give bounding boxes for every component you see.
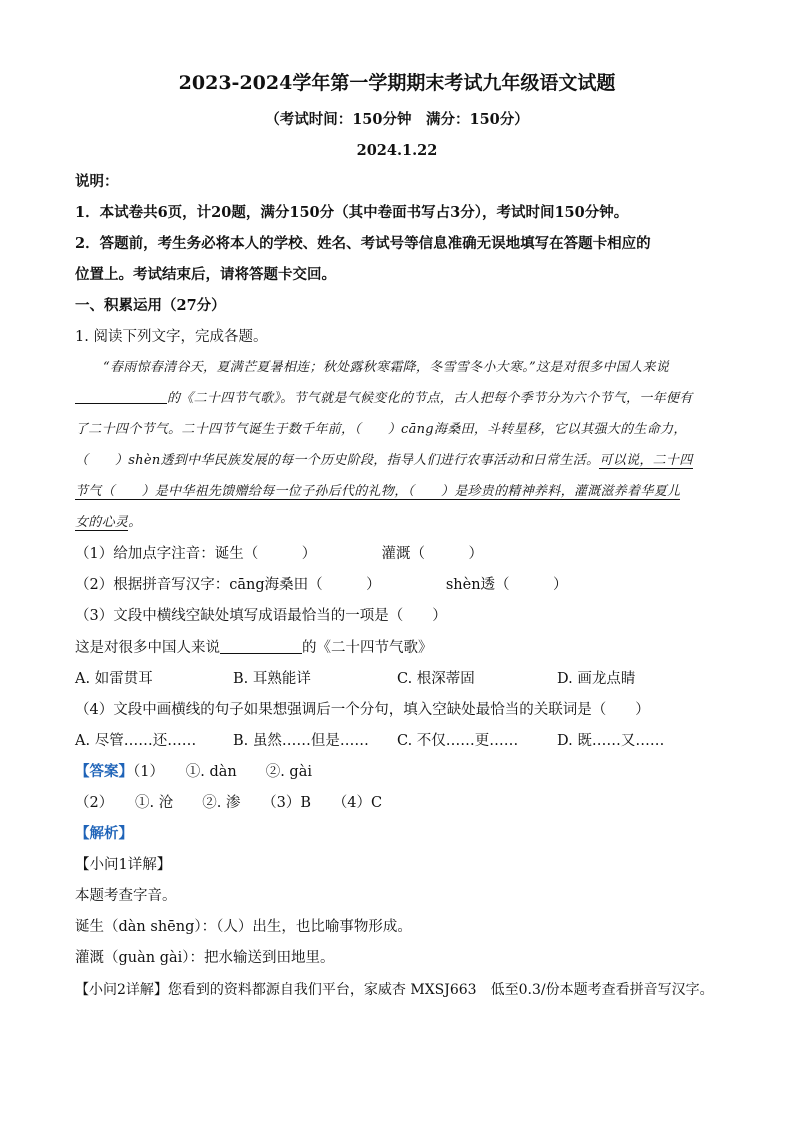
underlined-sentence-end: 女的心灵 [75, 515, 129, 530]
option-3c: C. 根深蒂固 [397, 671, 475, 687]
analysis-q2-line: 【小问2详解】您看到的资料都源自我们平台，家威杏 MXSJ663 低至0.3/份本题考查看拼音写汉字。 [75, 982, 714, 998]
passage-line-2 [75, 389, 693, 409]
passage-line-4 [75, 451, 693, 471]
answer-text-1: （1） ①. dàn ②. gài [133, 764, 312, 780]
question-1-stem: 1. 阅读下列文字，完成各题。 [75, 329, 268, 345]
passage-line-5 [75, 482, 680, 502]
option-4d: D. 既……又…… [557, 733, 665, 749]
sub-question-3: （3）文段中横线空缺处填写成语最恰当的一项是（ ） [75, 608, 447, 624]
sub-question-1: （1）给加点字注音：诞生（ ） 灌溉（ ） [75, 546, 483, 562]
analysis-q1-item-1: 诞生（dàn shēng）：（人）出生，也比喻事物形成。 [75, 919, 412, 935]
option-3d: D. 画龙点睛 [557, 671, 636, 687]
exam-date: 2024.1.22 [356, 142, 438, 159]
analysis-q1-label: 【小问1详解】 [75, 857, 172, 873]
option-3b: B. 耳熟能详 [233, 671, 311, 687]
sub-question-3-sentence-b: 的《二十四节气歌》 [302, 640, 433, 656]
passage-line-6 [75, 513, 142, 533]
passage-line-2-text: 的《二十四节气歌》。节气就是气候变化的节点，古人把每个季节分为六个节气，一年便有 [167, 391, 693, 406]
analysis-q1-item-2: 灌溉（guàn gài）：把水输送到田地里。 [75, 950, 335, 966]
passage-line-3: 了二十四个节气。二十四节气诞生于数千年前，（ ）cāng海桑田，斗转星移，它以其强大的生命力， [75, 422, 687, 437]
notes-item-2a: 2．答题前，考生务必将本人的学校、姓名、考试号等信息准确无误地填写在答题卡相应的 [75, 235, 651, 252]
section-heading: 一、积累运用（27分） [75, 297, 226, 314]
analysis-label: 【解析】 [75, 825, 133, 842]
notes-label: 说明： [75, 173, 119, 190]
option-4b: B. 虽然……但是…… [233, 733, 369, 749]
sub-question-2: （2）根据拼音写汉字：cāng海桑田（ ） shèn透（ ） [75, 577, 568, 593]
passage-fill-blank [75, 389, 167, 404]
sub-question-4: （4）文段中画横线的句子如果想强调后一个分句，填入空缺处最恰当的关联词是（ ） [75, 702, 650, 718]
option-3a: A. 如雷贯耳 [75, 671, 153, 687]
sub-question-3-sentence [75, 638, 433, 658]
passage-line-6-period: 。 [128, 515, 142, 530]
passage-line-1: “春雨惊春清谷天，夏满芒夏暑相连；秋处露秋寒霜降，冬雪雪冬小大寒。”这是对很多中国人来说 [103, 360, 669, 375]
analysis-q1-intro: 本题考查字音。 [75, 888, 177, 904]
sub-question-3-sentence-a: 这是对很多中国人来说 [75, 640, 220, 656]
sub-question-3-blank [220, 639, 302, 654]
option-4c: C. 不仅……更…… [397, 733, 519, 749]
notes-item-1: 1．本试卷共6页，计20题，满分150分（其中卷面书写占3分），考试时间150分钟。 [75, 204, 629, 221]
notes-item-2b: 位置上。考试结束后，请将答题卡交回。 [75, 266, 336, 283]
exam-title: 2023-2024学年第一学期期末考试九年级语文试题 [178, 72, 616, 94]
answer-line-1 [75, 762, 312, 782]
passage-line-4-text: （ ）shèn透到中华民族发展的每一个历史阶段，指导人们进行农事活动和日常生活。 [75, 453, 600, 468]
underlined-sentence-middle: 节气（ ）是中华祖先馈赠给每一位子孙后代的礼物，（ ）是珍贵的精神养料，灌溉滋养着华夏儿 [75, 484, 681, 499]
underlined-sentence-start: 可以说，二十四 [599, 453, 693, 468]
answer-label: 【答案】 [75, 763, 133, 780]
answer-line-2: （2） ①. 沧 ②. 渗 （3）B （4）C [75, 795, 383, 811]
option-4a: A. 尽管……还…… [75, 733, 197, 749]
exam-subtitle: （考试时间：150分钟 满分：150分） [265, 111, 529, 128]
